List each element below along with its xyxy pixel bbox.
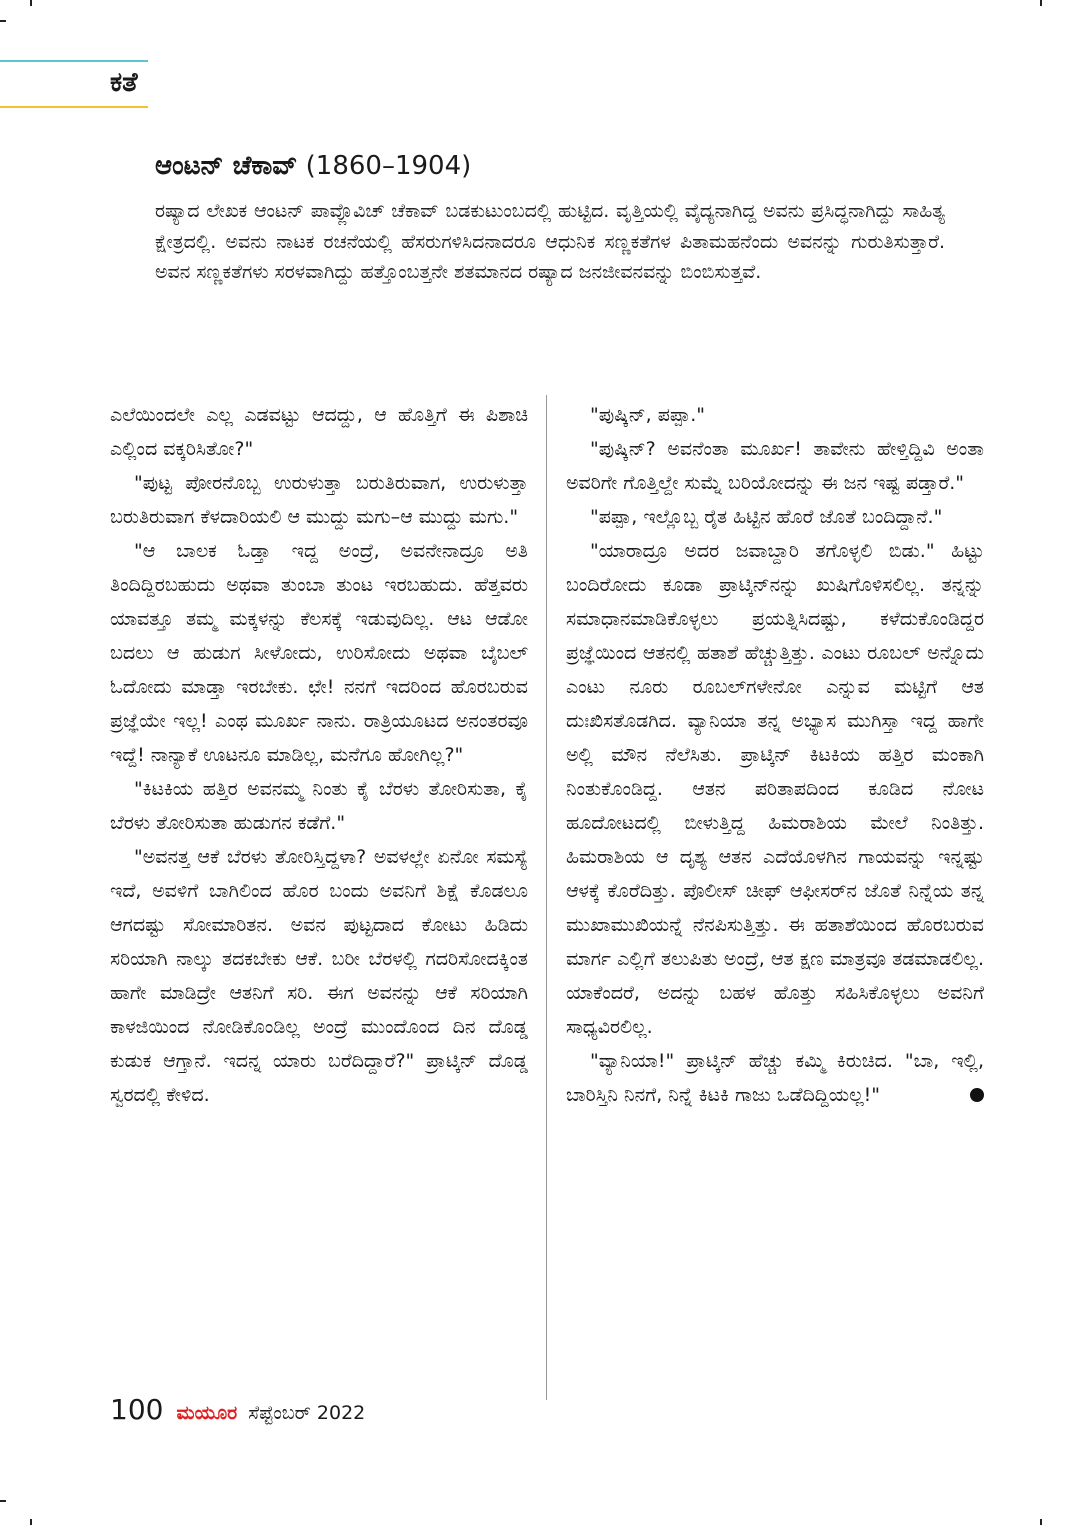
crop-mark (1040, 1519, 1042, 1525)
page-number: 100 (110, 1393, 164, 1426)
paragraph: "ಪಪ್ಪಾ, ಇಲ್ಲೊಬ್ಬ ರೈತ ಹಿಟ್ಟಿನ ಹೊರೆ ಜೊತೆ ಬಂದಿದ್ದಾನೆ." (590, 506, 943, 528)
story-column-left (110, 398, 528, 1112)
paragraph-final-text: "ವ್ಯಾನಿಯಾ!" ಪ್ರಾಟ್ಕಿನ್ ಹೆಚ್ಚು ಕಮ್ಮಿ ಕಿರುಚಿದ. "ಬಾ, ಇಲ್ಲಿ, ಬಾರಿಸ್ತಿನಿ ನಿನಗೆ, ನಿನ್ನೆ ಕಿಟಕಿ ಗಾಜು ಒಡೆದಿದ್ದಿಯಲ್ಲ!" (566, 1050, 984, 1106)
issue-date: ಸೆಪ್ಟೆಂಬರ್ 2022 (248, 1402, 366, 1424)
crop-mark (1040, 0, 1042, 6)
crop-mark (0, 20, 6, 22)
magazine-logo: ಮಯೂರ (176, 1402, 238, 1424)
crop-mark (30, 1519, 32, 1525)
paragraph: "ಪುಷ್ಕಿನ್? ಅವನೆಂತಾ ಮೂರ್ಖ! ತಾವೇನು ಹೇಳ್ತಿದ್ದಿವಿ ಅಂತಾ ಅವರಿಗೇ ಗೊತ್ತಿಲ್ದೇ ಸುಮ್ನೆ ಬರಿಯೋದನ್ನು ಈ ಜನ ಇಷ್ಟ ಪಡ್ತಾರೆ." (566, 438, 984, 494)
story-end-bullet-icon (970, 1088, 984, 1102)
paragraph: "ಯಾರಾದ್ರೂ ಅದರ ಜವಾಬ್ದಾರಿ ತಗೊಳ್ಳಲಿ ಬಿಡು." ಹಿಟ್ಟು ಬಂದಿರೋದು ಕೂಡಾ ಪ್ರಾಟ್ಕಿನ್‌ನನ್ನು ಖುಷಿಗೊಳಿಸಲಿಲ್ಲ. ತನ್ನನ್ನು ಸಮಾಧಾನಮಾಡಿಕೊಳ್ಳಲು ಪ್ರಯತ್ನಿಸಿದಷ್ಟು, ಕಳೆದುಕೊಂಡಿದ್ದರ ಪ್ರಜ್ಞೆಯಿಂದ ಆತನಲ್ಲಿ ಹತಾಶೆ ಹೆಚ್ಚುತ್ತಿತ್ತು. ಎಂಟು ರೂಬಲ್ ಅನ್ನೊದು ಎಂಟು ನೂರು ರೂಬಲ್‌ಗಳೇನೋ ಎನ್ನುವ ಮಟ್ಟಿಗೆ ಆತ ದುಃಖಿಸತೊಡಗಿದ. ವ್ಯಾನಿಯಾ ತನ್ನ ಅಭ್ಯಾಸ ಮುಗಿಸ್ತಾ ಇದ್ದ ಹಾಗೇ ಅಲ್ಲಿ ಮೌನ ನೆಲೆಸಿತು. ಪ್ರಾಟ್ಕಿನ್ ಕಿಟಕಿಯ ಹತ್ತಿರ ಮಂಕಾಗಿ ನಿಂತುಕೊಂಡಿದ್ದ. ಆತನ ಪರಿತಾಪದಿಂದ ಕೂಡಿದ ನೋಟ ಹೂದೋಟದಲ್ಲಿ ಬೀಳುತ್ತಿದ್ದ ಹಿಮರಾಶಿಯ ಮೇಲೆ ನಿಂತಿತ್ತು. ಹಿಮರಾಶಿಯ ಆ ದೃಶ್ಯ ಆತನ ಎದೆಯೊಳಗಿನ ಗಾಯವನ್ನು ಇನ್ನಷ್ಟು ಆಳಕ್ಕೆ ಕೊರೆದಿತ್ತು. ಪೊಲೀಸ್ ಚೀಫ್ ಆಫೀಸರ್‌ನ ಜೊತೆ ನಿನ್ನೆಯ ತನ್ನ ಮುಖಾಮುಖಿಯನ್ನೆ ನೆನಪಿಸುತ್ತಿತ್ತು. ಈ ಹತಾಶೆಯಿಂದ ಹೊರಬರುವ ಮಾರ್ಗ ಎಲ್ಲಿಗೆ ತಲುಪಿತು ಅಂದ್ರೆ, ಆತ ಕ್ಷಣ ಮಾತ್ರವೂ ತಡಮಾಡಲಿಲ್ಲ. ಯಾಕೆಂದರೆ, ಅದನ್ನು ಬಹಳ ಹೊತ್ತು ಸಹಿಸಿಕೊಳ್ಳಲು ಅವನಿಗೆ ಸಾಧ್ಯವಿರಲಿಲ್ಲ. (566, 540, 984, 1038)
story-column-right (566, 398, 984, 1112)
crop-mark (30, 0, 32, 6)
author-bio: ರಷ್ಯಾದ ಲೇಖಕ ಆಂಟನ್ ಪಾವ್ಲೊವಿಚ್ ಚೆಕಾವ್ ಬಡಕುಟುಂಬದಲ್ಲಿ ಹುಟ್ಟಿದ. ವೃತ್ತಿಯಲ್ಲಿ ವೈದ್ಯನಾಗಿದ್ದ ಅವನು ಪ್ರಸಿದ್ಧನಾಗಿದ್ದು ಸಾಹಿತ್ಯ ಕ್ಷೇತ್ರದಲ್ಲಿ. ಅವನು ನಾಟಕ ರಚನೆಯಲ್ಲಿ ಹೆಸರುಗಳಿಸಿದನಾದರೂ ಆಧುನಿಕ ಸಣ್ಣಕತೆಗಳ ಪಿತಾಮಹನೆಂದು ಅವನನ್ನು ಗುರುತಿಸುತ್ತಾರೆ. ಅವನ ಸಣ್ಣಕತೆಗಳು ಸರಳವಾಗಿದ್ದು ಹತ್ತೊಂಬತ್ತನೇ ಶತಮಾನದ ರಷ್ಯಾದ ಜನಜೀವನವನ್ನು ಬಿಂಬಿಸುತ್ತವೆ. (155, 200, 945, 283)
header-rule-cyan (0, 60, 148, 62)
header-rule-yellow (0, 106, 148, 108)
column-divider (546, 395, 547, 1400)
author-name: ಆಂಟನ್ ಚೆಕಾವ್ (155, 151, 298, 181)
paragraph: "ಅವನತ್ತ ಆಕೆ ಬೆರಳು ತೋರಿಸ್ತಿದ್ದಳಾ? ಅವಳಲ್ಲೇ ಏನೋ ಸಮಸ್ಯೆ ಇದೆ, ಅವಳಿಗೆ ಬಾಗಿಲಿಂದ ಹೊರ ಬಂದು ಅವನಿಗೆ ಶಿಕ್ಷೆ ಕೊಡಲೂ ಆಗದಷ್ಟು ಸೋಮಾರಿತನ. ಅವನ ಪುಟ್ಟದಾದ ಕೋಟು ಹಿಡಿದು ಸರಿಯಾಗಿ ನಾಲ್ಕು ತದಕಬೇಕು ಆಕೆ. ಬರೀ ಬೆರಳಲ್ಲಿ ಗದರಿಸೋದಕ್ಕಿಂತ ಹಾಗೇ ಮಾಡಿದ್ರೇ ಆತನಿಗೆ ಸರಿ. ಈಗ ಅವನನ್ನು ಆಕೆ ಸರಿಯಾಗಿ ಕಾಳಜಿಯಿಂದ ನೋಡಿಕೊಂಡಿಲ್ಲ ಅಂದ್ರೆ ಮುಂದೊಂದ ದಿನ ದೊಡ್ಡ ಕುಡುಕ ಆಗ್ತಾನೆ. ಇದನ್ನ ಯಾರು ಬರೆದಿದ್ದಾರೆ?" ಪ್ರಾಟ್ಕಿನ್ ದೊಡ್ಡ ಸ್ವರದಲ್ಲಿ ಕೇಳಿದ. (110, 846, 528, 1106)
paragraph: "ಆ ಬಾಲಕ ಓಡ್ತಾ ಇದ್ದ ಅಂದ್ರೆ, ಅವನೇನಾದ್ರೂ ಅತಿ ತಿಂದಿದ್ದಿರಬಹುದು ಅಥವಾ ತುಂಬಾ ತುಂಟ ಇರಬಹುದು. ಹೆತ್ತವರು ಯಾವತ್ತೂ ತಮ್ಮ ಮಕ್ಕಳನ್ನು ಕೆಲಸಕ್ಕೆ ಇಡುವುದಿಲ್ಲ. ಆಟ ಆಡೋ ಬದಲು ಆ ಹುಡುಗ ಸೀಳೋದು, ಉರಿಸೋದು ಅಥವಾ ಬೈಬಲ್ ಓದೋದು ಮಾಡ್ತಾ ಇರಬೇಕು. ಛೇ! ನನಗೆ ಇದರಿಂದ ಹೊರಬರುವ ಪ್ರಜ್ಞೆಯೇ ಇಲ್ಲ! ಎಂಥ ಮೂರ್ಖ ನಾನು. ರಾತ್ರಿಯೂಟದ ಅನಂತರವೂ ಇದ್ದೆ! ನಾನ್ಯಾಕೆ ಊಟನೂ ಮಾಡಿಲ್ಲ, ಮನೆಗೂ ಹೋಗಿಲ್ಲ?" (110, 540, 528, 766)
section-label: ಕತೆ (110, 67, 138, 98)
author-heading (155, 148, 975, 184)
page-footer (110, 1392, 365, 1428)
author-years: (1860–1904) (305, 151, 472, 181)
paragraph: ಎಲೆಯಿಂದಲೇ ಎಲ್ಲ ಎಡವಟ್ಟು ಆದದ್ದು, ಆ ಹೊತ್ತಿಗೆ ಈ ಪಿಶಾಚಿ ಎಲ್ಲಿಂದ ವಕ್ಕರಿಸಿತೋ?" (110, 404, 528, 460)
paragraph-final (566, 1044, 984, 1112)
paragraph: "ಪುಷ್ಕಿನ್, ಪಪ್ಪಾ." (590, 404, 706, 426)
crop-mark (0, 1500, 6, 1502)
paragraph: "ಕಿಟಕಿಯ ಹತ್ತಿರ ಅವನಮ್ಮ ನಿಂತು ಕೈ ಬೆರಳು ತೋರಿಸುತಾ, ಕೈ ಬೆರಳು ತೋರಿಸುತಾ ಹುಡುಗನ ಕಡೆಗೆ." (110, 778, 528, 834)
paragraph: "ಪುಟ್ಟ ಪೋರನೊಬ್ಬ ಉರುಳುತ್ತಾ ಬರುತಿರುವಾಗ, ಉರುಳುತ್ತಾ ಬರುತಿರುವಾಗ ಕೆಳದಾರಿಯಲಿ ಆ ಮುದ್ದು ಮಗು–ಆ ಮುದ್ದು ಮಗು." (110, 472, 528, 528)
